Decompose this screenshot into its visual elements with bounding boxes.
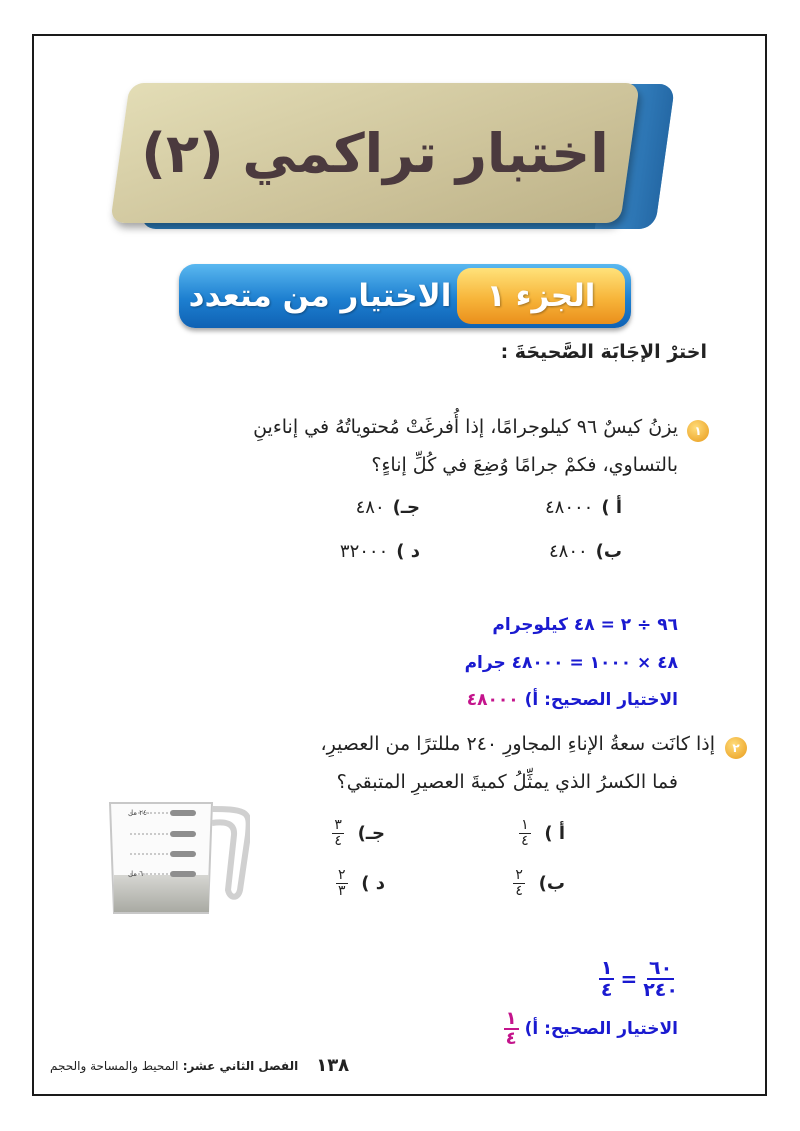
instruction-text: اخترْ الإجَابَة الصَّحيحَةَ :: [500, 341, 707, 363]
option-letter: د ): [361, 872, 385, 894]
question-2-number: ٢: [732, 741, 740, 755]
page-footer: [50, 1055, 349, 1076]
option-letter: د ): [396, 541, 420, 562]
question-2-option-a: [519, 818, 565, 849]
option-letter: أ ): [601, 497, 622, 518]
answer-label: الاختيار الصحيح: أ): [524, 1019, 678, 1039]
question-1-answer: [467, 690, 678, 710]
page-number: ١٣٨: [316, 1055, 350, 1076]
jug-top-label: ٢٤٠ مل: [128, 809, 151, 817]
solution-equals: =: [620, 967, 638, 991]
option-fraction: $\frac{٢}{٣}$: [338, 867, 346, 899]
question-2-line-2: فما الكسرُ الذي يمثِّلُ كميةَ العصيرِ المتبقي؟: [336, 771, 678, 793]
question-1-option-d: [340, 541, 420, 562]
question-1-option-a: [545, 497, 622, 518]
option-letter: جـ): [392, 497, 420, 518]
option-value: ٤٨٠٠٠: [544, 497, 594, 518]
option-value: ٤٨٠: [355, 497, 385, 518]
question-1-solution-2: ٤٨ × ١٠٠٠ = ٤٨٠٠٠ جرام: [464, 653, 678, 673]
answer-label: الاختيار الصحيح: أ): [524, 690, 678, 710]
question-1-number-icon: [687, 420, 709, 442]
section-part-badge: [457, 268, 625, 324]
question-2-option-d: [336, 868, 385, 899]
answer-fraction: $\frac{١}{٤}$: [505, 1008, 517, 1049]
section-part-label: الجزء: [515, 278, 596, 314]
question-1-solution-1: ٩٦ ÷ ٢ = ٤٨ كيلوجرام: [492, 615, 678, 635]
section-title: الاختيار من متعدد: [188, 278, 452, 314]
answer-value: ٤٨٠٠٠: [466, 690, 519, 710]
chapter-label: الفصل الثاني عشر: المحيط والمساحة والحجم: [50, 1058, 299, 1073]
question-1-option-c: [356, 497, 420, 518]
solution-fraction-right: $\frac{١}{٤}$: [600, 957, 613, 1001]
solution-fraction-left: $\frac{٦٠}{٢٤٠}$: [643, 957, 678, 1001]
option-fraction: $\frac{٢}{٤}$: [515, 867, 523, 899]
option-letter: ب): [595, 541, 622, 562]
option-fraction: $\frac{١}{٤}$: [521, 817, 529, 849]
question-2-answer: [504, 1010, 678, 1048]
question-2-option-c: [332, 818, 385, 849]
measuring-jug-image: [100, 795, 250, 915]
option-letter: أ ): [544, 822, 565, 844]
question-1-line-2: بالتساوي، فكمْ جرامًا وُضِعَ في كُلِّ إناءٍ؟: [371, 454, 678, 476]
question-2-solution: [599, 958, 678, 1000]
option-value: ٣٢٠٠٠: [339, 541, 389, 562]
question-1-line-1: يزنُ كيسٌ ٩٦ كيلوجرامًا، إذا أُفرغَتْ مُحتوياتُهُ في إناءينِ: [253, 416, 678, 438]
option-value: ٤٨٠٠: [549, 541, 588, 562]
question-2-number-icon: [725, 737, 747, 759]
jug-bottom-label: ٦٠ مل: [128, 870, 147, 878]
question-1-number: ١: [694, 424, 702, 438]
section-part-number: ١: [486, 278, 506, 314]
question-1-option-b: [549, 541, 622, 562]
option-fraction: $\frac{٣}{٤}$: [334, 817, 342, 849]
question-2-line-1: إذا كانَت سعةُ الإناءِ المجاورِ ٢٤٠ مللترًا من العصيرِ،: [320, 733, 715, 755]
page-title: اختبار تراكمي (٢): [141, 121, 609, 185]
option-letter: ب): [538, 872, 565, 894]
question-2-option-b: [513, 868, 565, 899]
option-letter: جـ): [357, 822, 385, 844]
